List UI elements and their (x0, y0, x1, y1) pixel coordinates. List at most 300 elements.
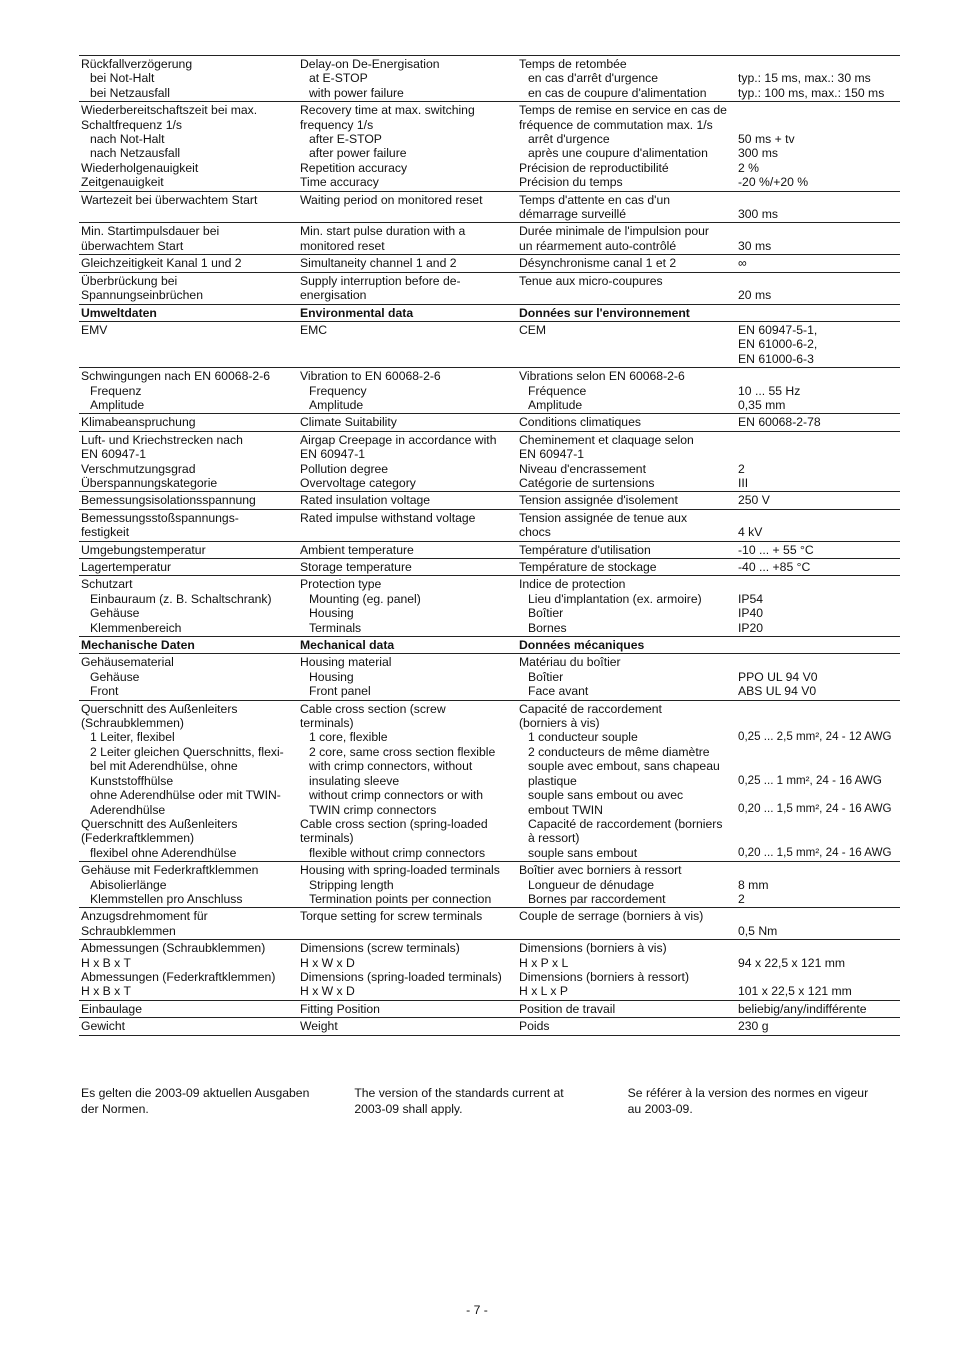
cell-line: Ambient temperature (300, 542, 414, 557)
cell-line: H x W x D (300, 955, 355, 970)
cell-spacer (738, 118, 898, 132)
cell-line: Klimabeanspruchung (81, 415, 196, 430)
cell-french (517, 509, 736, 541)
cell-line: Bornes par raccordement (528, 891, 666, 906)
cell-line: ABS UL 94 V0 (738, 684, 817, 699)
cell-line: Kunststoffhülse (90, 773, 174, 788)
table-row (79, 223, 900, 255)
cell-line: 1 Leiter, flexibel (90, 730, 175, 745)
cell-line: bei Netzausfall (90, 85, 170, 100)
cell-line: Recovery time at max. switching (300, 103, 475, 118)
table-row (79, 255, 900, 272)
cell-line: 0,35 mm (738, 397, 786, 412)
cell-english (298, 102, 517, 191)
cell-french (517, 1000, 736, 1017)
cell-line: EN 60947-1 (300, 447, 366, 462)
cell-line: Rückfallverzögerung (81, 57, 193, 71)
table-row (79, 576, 900, 637)
cell-german (79, 431, 298, 492)
cell-line: 1 core, flexible (309, 730, 388, 745)
cell-line: Couple de serrage (borniers à vis) (519, 909, 704, 924)
cell-line: frequency 1/s (300, 117, 374, 132)
standards-notes (81, 1085, 901, 1117)
cell-line: terminals) (300, 831, 354, 846)
cell-french (517, 272, 736, 304)
cell-line: Umgebungstemperatur (81, 542, 206, 557)
cell-line: flexibel ohne Aderendhülse (90, 845, 237, 860)
cell-line: 0,20 ... 1,5 mm², 24 - 16 AWG (738, 802, 892, 816)
cell-french (517, 862, 736, 908)
cell-line: Überspannungskategorie (81, 475, 218, 490)
cell-value (736, 541, 900, 558)
cell-line: Mechanical data (300, 638, 395, 653)
cell-line: Tension assignée d'isolement (519, 493, 678, 508)
cell-french (517, 102, 736, 191)
cell-value (736, 654, 900, 700)
cell-line: Temps de retombée (519, 57, 627, 71)
cell-line: terminals) (300, 716, 354, 731)
cell-value (736, 700, 900, 861)
cell-spacer (738, 716, 898, 730)
cell-line: Querschnitt des Außenleiters (81, 701, 238, 716)
cell-line: Tension assignée de tenue aux (519, 510, 688, 525)
cell-line: 1 conducteur souple (528, 730, 638, 745)
cell-line: TWIN crimp connectors (309, 802, 437, 817)
cell-line: Poids (519, 1019, 550, 1034)
cell-french (517, 576, 736, 637)
cell-line: Vibrations selon EN 60068-2-6 (519, 369, 685, 384)
cell-line: Min. start pulse duration with a (300, 224, 466, 239)
cell-line: -10 ... + 55 °C (738, 542, 814, 557)
cell-line: un réarmement auto-contrôlé (519, 238, 677, 253)
cell-line: Dimensions (spring-loaded terminals) (300, 969, 502, 984)
cell-spacer (738, 577, 898, 591)
cell-line: nach Not-Halt (90, 132, 165, 147)
cell-english (298, 56, 517, 102)
cell-french (517, 304, 736, 321)
cell-line: Weight (300, 1019, 338, 1034)
cell-line: en cas de coupure d'alimentation (528, 85, 707, 100)
cell-german (79, 304, 298, 321)
cell-french (517, 492, 736, 509)
cell-german (79, 102, 298, 191)
cell-english (298, 908, 517, 940)
cell-line: Fitting Position (300, 1001, 380, 1016)
cell-spacer (738, 274, 898, 288)
cell-line: Conditions climatiques (519, 415, 641, 430)
cell-line: IP40 (738, 606, 764, 621)
cell-line: 2 (738, 461, 745, 476)
cell-english (298, 255, 517, 272)
cell-line: Housing material (300, 655, 392, 670)
cell-line: H x L x P (519, 984, 568, 999)
cell-line: 300 ms (738, 146, 778, 161)
cell-value (736, 56, 900, 102)
cell-spacer (738, 970, 898, 984)
cell-english (298, 431, 517, 492)
cell-line: III (738, 475, 749, 490)
cell-english (298, 414, 517, 431)
cell-line: 2 core, same cross section flexible (309, 744, 496, 759)
cell-french (517, 700, 736, 861)
cell-line: nach Netzausfall (90, 146, 181, 161)
cell-german (79, 1000, 298, 1017)
cell-line: without crimp connectors or with (309, 788, 484, 803)
cell-line: Delay-on De-Energisation (300, 57, 440, 71)
cell-english (298, 1018, 517, 1035)
cell-french (517, 191, 736, 223)
cell-line: IP54 (738, 591, 764, 606)
cell-french (517, 908, 736, 940)
cell-english (298, 637, 517, 654)
cell-line: Housing with spring-loaded terminals (300, 863, 500, 878)
cell-french (517, 431, 736, 492)
cell-french (517, 559, 736, 576)
cell-english (298, 541, 517, 558)
cell-value (736, 321, 900, 367)
cell-line: Front (90, 684, 119, 699)
cell-line: ohne Aderendhülse oder mit TWIN- (90, 788, 281, 803)
cell-line: 2 % (738, 160, 760, 175)
cell-line: Luft- und Kriechstrecken nach (81, 432, 243, 447)
cell-value (736, 1000, 900, 1017)
table-row (79, 509, 900, 541)
cell-line: Fréquence (528, 383, 587, 398)
cell-spacer (738, 788, 898, 802)
cell-line: Données mécaniques (519, 638, 645, 653)
cell-spacer (738, 702, 898, 716)
cell-line: Données sur l'environnement (519, 305, 690, 320)
cell-line: démarrage surveillé (519, 207, 627, 222)
cell-line: Durée minimale de l'impulsion pour (519, 224, 709, 239)
cell-french (517, 637, 736, 654)
note-en (354, 1085, 627, 1117)
page-number: - 7 - (466, 1303, 488, 1317)
cell-line: Stripping length (309, 877, 394, 892)
cell-line: Umweltdaten (81, 305, 157, 320)
table-row (79, 559, 900, 576)
note-line: au 2003-09. (627, 1102, 693, 1116)
cell-german (79, 321, 298, 367)
cell-line: Bemessungsstoßspannungs- (81, 510, 239, 525)
cell-line: souple sans embout (528, 845, 638, 860)
cell-spacer (738, 759, 898, 773)
cell-line: plastique (528, 773, 577, 788)
cell-line: (borniers à vis) (519, 716, 600, 731)
cell-line: Dimensions (borniers à vis) (519, 941, 667, 956)
cell-line: Protection type (300, 577, 382, 592)
cell-line: insulating sleeve (309, 773, 400, 788)
cell-line: Cable cross section (spring-loaded (300, 816, 488, 831)
technical-data-body (79, 56, 900, 1036)
cell-line: überwachtem Start (81, 238, 184, 253)
cell-line: typ.: 15 ms, max.: 30 ms (738, 71, 871, 86)
cell-line: Time accuracy (300, 175, 379, 190)
note-line: 2003-09 shall apply. (354, 1102, 463, 1116)
cell-line: Front panel (309, 684, 371, 699)
cell-value (736, 940, 900, 1001)
note-line: Es gelten die 2003-09 aktuellen Ausgaben (81, 1086, 310, 1100)
cell-spacer (738, 447, 898, 461)
cell-english (298, 700, 517, 861)
cell-line: 0,25 ... 1 mm², 24 - 16 AWG (738, 773, 882, 787)
cell-line: Gehäusematerial (81, 655, 174, 670)
cell-line: Température de stockage (519, 560, 657, 574)
cell-value (736, 272, 900, 304)
cell-german (79, 559, 298, 576)
cell-line: Bornes (528, 620, 567, 635)
cell-english (298, 368, 517, 414)
cell-line: Frequenz (90, 383, 142, 398)
cell-line: Pollution degree (300, 461, 389, 476)
cell-english (298, 1000, 517, 1017)
cell-line: after E-STOP (309, 132, 382, 147)
table-row (79, 191, 900, 223)
table-row (79, 492, 900, 509)
cell-line: after power failure (309, 146, 407, 161)
cell-spacer (738, 369, 898, 383)
cell-line: Amplitude (90, 397, 145, 412)
cell-line: Gewicht (81, 1019, 126, 1034)
cell-value (736, 102, 900, 191)
cell-line: Matériau du boîtier (519, 655, 621, 670)
table-row (79, 102, 900, 191)
note-fr (628, 1085, 901, 1117)
cell-line: Housing (309, 606, 354, 621)
cell-line: Torque setting for screw terminals (300, 909, 483, 924)
cell-value (736, 431, 900, 492)
cell-line: Temps d'attente en cas d'un (519, 192, 670, 207)
cell-line: Min. Startimpulsdauer bei (81, 224, 220, 239)
cell-line: souple avec embout, sans chapeau (528, 759, 720, 774)
cell-value (736, 223, 900, 255)
cell-german (79, 191, 298, 223)
cell-value (736, 191, 900, 223)
cell-german (79, 862, 298, 908)
cell-line: Lagertemperatur (81, 560, 172, 574)
cell-spacer (738, 193, 898, 207)
cell-line: Catégorie de surtensions (519, 475, 655, 490)
cell-english (298, 862, 517, 908)
cell-line: 20 ms (738, 288, 772, 303)
cell-value (736, 576, 900, 637)
cell-line: Termination points per connection (309, 891, 492, 906)
cell-line: 4 kV (738, 525, 763, 540)
cell-line: energisation (300, 288, 367, 303)
table-row (79, 654, 900, 700)
cell-line: Aderendhülse (90, 802, 166, 817)
cell-english (298, 304, 517, 321)
cell-spacer (738, 817, 898, 831)
cell-line: 2 (738, 891, 745, 906)
cell-line: -40 ... +85 °C (738, 560, 811, 574)
cell-line: Einbauraum (z. B. Schaltschrank) (90, 591, 272, 606)
cell-line: Temps de remise en service en cas de (519, 103, 727, 118)
cell-line: 250 V (738, 493, 770, 508)
cell-line: Capacité de raccordement (borniers (528, 816, 723, 831)
cell-spacer (738, 863, 898, 877)
cell-french (517, 255, 736, 272)
cell-spacer (738, 909, 898, 923)
cell-line: with power failure (309, 85, 404, 100)
cell-german (79, 576, 298, 637)
cell-line: -20 %/+20 % (738, 175, 809, 190)
cell-line: flexible without crimp connectors (309, 845, 486, 860)
cell-spacer (738, 831, 898, 845)
cell-english (298, 654, 517, 700)
cell-german (79, 1018, 298, 1035)
table-row (79, 56, 900, 102)
table-row (79, 940, 900, 1001)
cell-line: 94 x 22,5 x 121 mm (738, 955, 846, 970)
note-line: der Normen. (81, 1102, 149, 1116)
cell-line: 8 mm (738, 877, 769, 892)
cell-french (517, 321, 736, 367)
cell-line: IP20 (738, 620, 764, 635)
cell-line: Indice de protection (519, 577, 626, 592)
cell-line: Überbrückung bei (81, 273, 178, 288)
cell-line: Schraubklemmen (81, 923, 176, 938)
cell-line: Repetition accuracy (300, 160, 408, 175)
cell-value (736, 862, 900, 908)
cell-spacer (738, 745, 898, 759)
cell-line: H x B x T (81, 984, 131, 999)
cell-line: Terminals (309, 620, 362, 635)
cell-line: EMC (300, 322, 328, 337)
cell-line: EN 60947-5-1, (738, 322, 818, 337)
cell-german (79, 272, 298, 304)
cell-line: Storage temperature (300, 560, 412, 574)
cell-line: Bemessungsisolationsspannung (81, 493, 256, 508)
cell-english (298, 559, 517, 576)
cell-spacer (738, 655, 898, 669)
cell-line: Gehäuse (90, 606, 140, 621)
cell-value (736, 492, 900, 509)
cell-line: Abmessungen (Schraubklemmen) (81, 941, 266, 956)
cell-french (517, 654, 736, 700)
cell-line: Précision du temps (519, 175, 623, 190)
cell-line: Klemmenbereich (90, 620, 182, 635)
cell-line: (Schraubklemmen) (81, 716, 184, 731)
cell-line: Position de travail (519, 1001, 616, 1016)
cell-line: Amplitude (528, 397, 583, 412)
cell-line: Longueur de dénudage (528, 877, 655, 892)
cell-english (298, 509, 517, 541)
cell-french (517, 414, 736, 431)
cell-line: Climate Suitability (300, 415, 397, 430)
cell-line: chocs (519, 525, 551, 540)
cell-line: Abisolierlänge (90, 877, 167, 892)
cell-spacer (738, 57, 898, 71)
cell-english (298, 492, 517, 509)
cell-french (517, 56, 736, 102)
cell-english (298, 576, 517, 637)
cell-line: Mechanische Daten (81, 638, 195, 653)
cell-value (736, 1018, 900, 1035)
cell-spacer (738, 103, 898, 117)
cell-german (79, 541, 298, 558)
cell-line: Vibration to EN 60068-2-6 (300, 369, 441, 384)
cell-line: à ressort) (528, 831, 580, 846)
table-row (79, 700, 900, 861)
section-header-row (79, 304, 900, 321)
table-row (79, 368, 900, 414)
cell-line: PPO UL 94 V0 (738, 669, 818, 684)
cell-line: Boîtier (528, 606, 564, 621)
table-row (79, 431, 900, 492)
cell-line: Abmessungen (Federkraftklemmen) (81, 969, 276, 984)
cell-english (298, 272, 517, 304)
cell-spacer (738, 638, 898, 652)
table-row (79, 908, 900, 940)
cell-french (517, 368, 736, 414)
cell-line: Simultaneity channel 1 and 2 (300, 256, 457, 271)
cell-french (517, 1018, 736, 1035)
cell-line: 0,20 ... 1,5 mm², 24 - 16 AWG (738, 845, 892, 859)
cell-spacer (738, 224, 898, 238)
cell-line: après une coupure d'alimentation (528, 146, 708, 161)
cell-line: Mounting (eg. panel) (309, 591, 421, 606)
cell-line: Précision de reproductibilité (519, 160, 669, 175)
cell-german (79, 509, 298, 541)
cell-line: bei Not-Halt (90, 71, 155, 86)
cell-value (736, 414, 900, 431)
cell-line: 101 x 22,5 x 121 mm (738, 984, 852, 999)
cell-value (736, 255, 900, 272)
cell-line: Spannungseinbrüchen (81, 288, 203, 303)
cell-line: EN 60068-2-78 (738, 415, 821, 430)
cell-line: (Federkraftklemmen) (81, 831, 195, 846)
cell-line: Overvoltage category (300, 475, 416, 490)
table-row (79, 862, 900, 908)
cell-line: EN 60947-1 (519, 447, 585, 462)
table-row (79, 1018, 900, 1035)
cell-line: Querschnitt des Außenleiters (81, 816, 238, 831)
cell-german (79, 700, 298, 861)
cell-line: souple sans embout ou avec (528, 788, 684, 803)
cell-french (517, 940, 736, 1001)
cell-line: H x W x D (300, 984, 355, 999)
cell-line: Zeitgenauigkeit (81, 175, 164, 190)
cell-line: Wiederholgenauigkeit (81, 160, 199, 175)
cell-spacer (738, 941, 898, 955)
cell-line: Désynchronisme canal 1 et 2 (519, 256, 677, 271)
table-row (79, 414, 900, 431)
cell-line: 2 conducteurs de même diamètre (528, 744, 710, 759)
cell-german (79, 654, 298, 700)
cell-line: Verschmutzungsgrad (81, 461, 196, 476)
cell-line: Face avant (528, 684, 589, 699)
cell-line: 50 ms + tv (738, 132, 795, 146)
section-header-row (79, 637, 900, 654)
cell-line: beliebig/any/indifférente (738, 1001, 867, 1016)
cell-line: Gleichzeitigkeit Kanal 1 und 2 (81, 256, 242, 271)
cell-line: Rated insulation voltage (300, 493, 431, 508)
cell-value (736, 637, 900, 654)
table-row (79, 1000, 900, 1017)
table-row (79, 321, 900, 367)
cell-german (79, 908, 298, 940)
cell-value (736, 368, 900, 414)
cell-line: 300 ms (738, 207, 778, 222)
cell-line: Lieu d'implantation (ex. armoire) (528, 591, 702, 606)
cell-line: arrêt d'urgence (528, 132, 610, 147)
cell-spacer (738, 511, 898, 525)
cell-line: 30 ms (738, 238, 772, 253)
cell-line: bel mit Aderendhülse, ohne (90, 759, 238, 774)
technical-data-table (79, 55, 900, 1036)
cell-line: Température d'utilisation (519, 542, 651, 557)
